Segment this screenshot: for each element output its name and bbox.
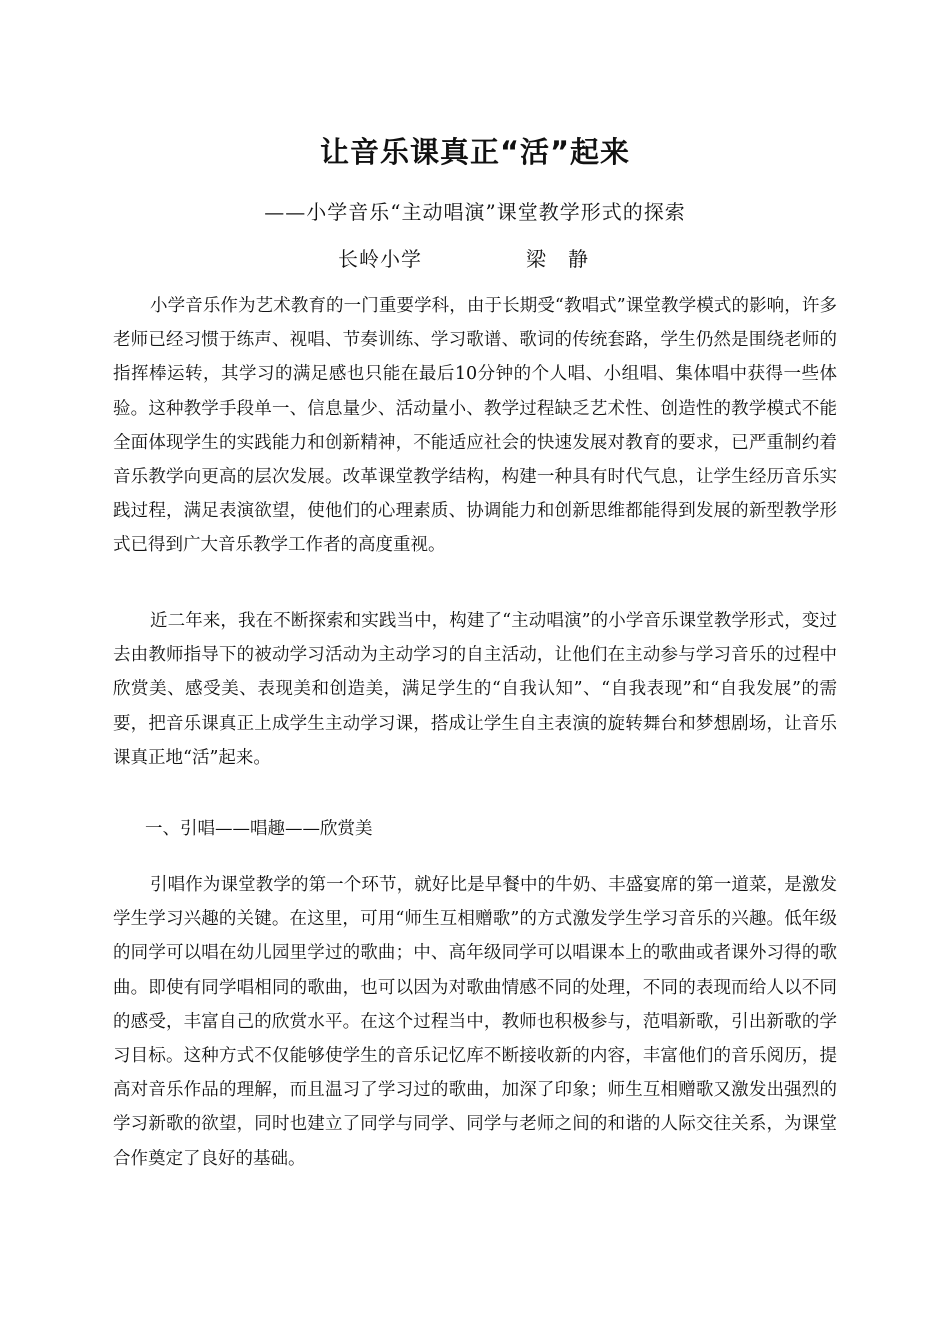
section-paragraph: 引唱作为课堂教学的第一个环节，就好比是早餐中的牛奶、丰盛宴席的第一道菜，是激发学生学习兴趣的关键。在这里，可用“师生互相赠歌”的方式激发学生学习音乐的兴趣。低年级的同学可以唱在幼儿园里学过的歌曲；中、高年级同学可以唱课本上的歌曲或者课外习得的歌曲。即使有同学唱相同的歌曲，也可以因为对歌曲情感不同的处理，不同的表现而给人以不同的感受，丰富自己的欣赏水平。在这个过程当中，教师也积极参与，范唱新歌，引出新歌的学习目标。这种方式不仅能够使学生的音乐记忆库不断接收新的内容，丰富他们的音乐阅历，提高对音乐作品的理解，而且温习了学习过的歌曲，加深了印象；师生互相赠歌又激发出强烈的学习新歌的欲望，同时也建立了同学与同学、同学与老师之间的和谐的人际交往关系，为课堂合作奠定了良好的基础。: [113, 875, 837, 1169]
body-paragraph: 小学音乐作为艺术教育的一门重要学科，由于长期受“教唱式”课堂教学模式的影响，许多老师已经习惯于练声、视唱、节奏训练、学习歌谱、歌词的传统套路，学生仍然是围绕老师的指挥棒运转，其学习的满足感也只能在最后10分钟的个人唱、小组唱、集体唱中获得一些体验。这种教学手段单一、信息量少、活动量小、教学过程缺乏艺术性、创造性的教学模式不能全面体现学生的实践能力和创新精神，不能适应社会的快速发展对教育的要求，已严重制约着音乐教学向更高的层次发展。改革课堂教学结构，构建一种具有时代气息，让学生经历音乐实践过程，满足表演欲望，使他们的心理素质、协调能力和创新思维都能得到发展的新型教学形式已得到广大音乐教学工作者的高度重视。: [113, 296, 837, 556]
author-school: 长岭小学: [338, 247, 422, 271]
document-subtitle: ——小学音乐“主动唱演”课堂教学形式的探索: [264, 200, 686, 224]
author-name: 梁静: [526, 247, 610, 271]
section-heading: 一、引唱——唱趣——欣赏美: [145, 819, 373, 839]
body-paragraph: 近二年来，我在不断探索和实践当中，构建了“主动唱演”的小学音乐课堂教学形式，变过去由教师指导下的被动学习活动为主动学习的自主活动，让他们在主动参与学习音乐的过程中欣赏美、感受美、表现美和创造美，满足学生的“自我认知”、“自我表现”和“自我发展”的需要，把音乐课真正上成学生主动学习课，搭成让学生自主表演的旋转舞台和梦想剧场，让音乐课真正地“活”起来。: [113, 611, 837, 768]
document-title: 让音乐课真正“活”起来: [319, 135, 631, 169]
